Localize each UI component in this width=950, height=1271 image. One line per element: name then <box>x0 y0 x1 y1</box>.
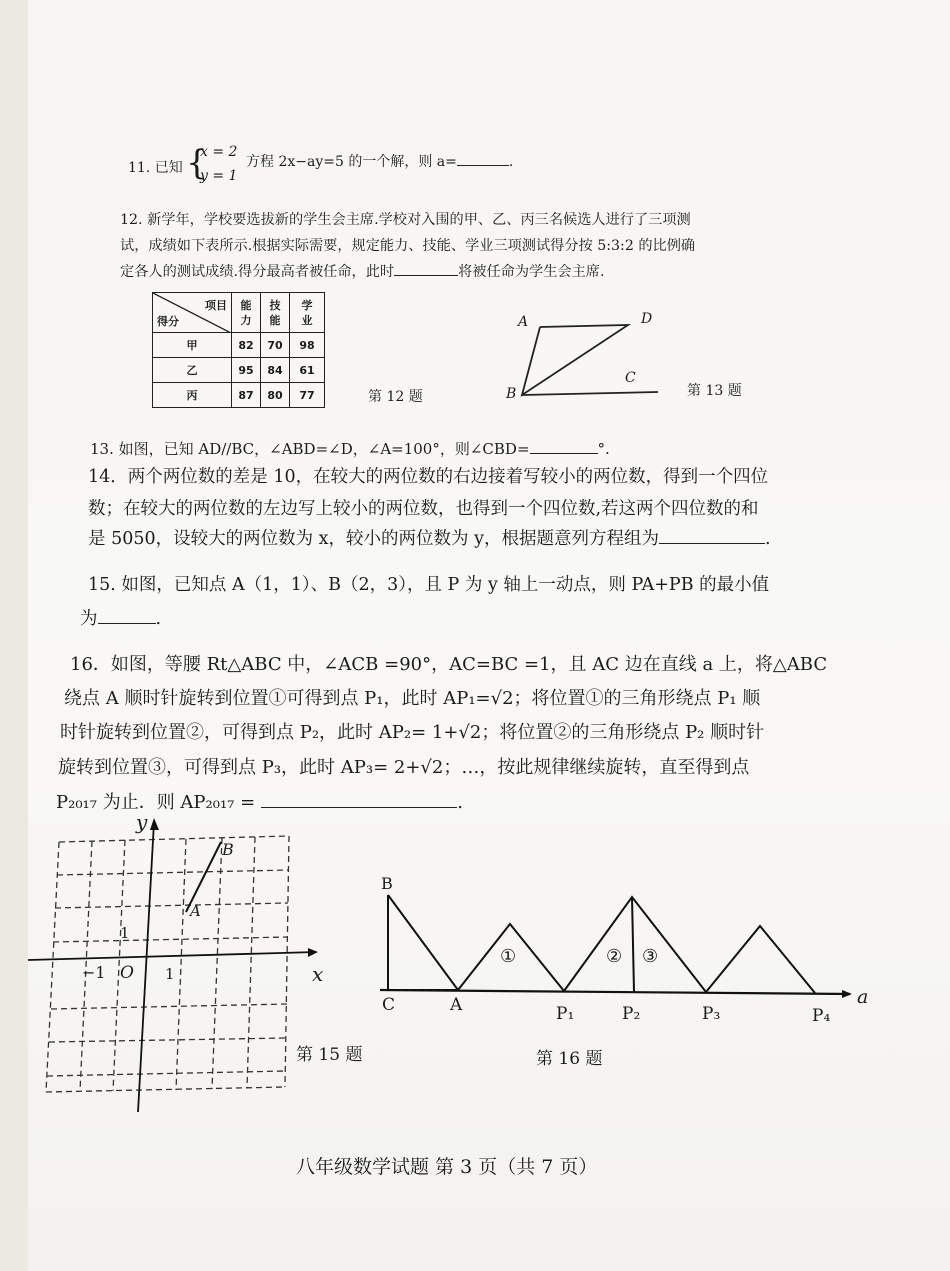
header-ability: 能 力 <box>232 293 261 333</box>
q11-eq2: y = 1 <box>200 168 238 184</box>
q16-label-P2: P₂ <box>622 1004 641 1024</box>
score-cell: 80 <box>261 383 290 408</box>
score-cell: 82 <box>232 333 261 358</box>
q16-position-1: ① <box>500 946 517 967</box>
q15-line1: 15. 如图，已知点 A（1，1）、B（2，3），且 P 为 y 轴上一动点，则 PA+PB 的最小值 <box>88 575 770 595</box>
corner-top: 项目 <box>205 299 227 312</box>
q13-label-A: A <box>518 314 529 330</box>
q16-line-a-label: a <box>857 986 869 1008</box>
q15-x-label: x <box>312 962 324 986</box>
q14-line1: 14．两个两位数的差是 10，在较大的两位数的右边接着写较小的两位数，得到一个四位 <box>88 467 769 487</box>
score-cell: 84 <box>261 358 290 383</box>
header-study: 学 业 <box>290 293 325 333</box>
q16-label-A: A <box>450 995 463 1015</box>
q15-tick-x1: 1 <box>165 965 175 983</box>
q12-line1: 12. 新学年，学校要选拔新的学生会主席.学校对入围的甲、乙、丙三名候选人进行了三项测 <box>120 212 691 228</box>
q12-answer-blank[interactable] <box>394 274 458 276</box>
q15-tick-neg1: −1 <box>82 963 106 982</box>
score-cell: 61 <box>290 358 325 383</box>
q16-line1: 16．如图，等腰 Rt△ABC 中，∠ACB =90°，AC=BC =1，且 AC 边在直线 a 上，将△ABC <box>70 654 828 675</box>
q12-line3a: 定各人的测试成绩.得分最高者被任命，此时 <box>120 264 395 280</box>
q11-end: . <box>508 154 514 170</box>
q13-label-D: D <box>641 311 653 327</box>
q16-position-3: ③ <box>642 946 659 967</box>
page-footer: 八年级数学试题 第 3 页（共 7 页） <box>296 1156 598 1178</box>
q14-answer-blank[interactable] <box>659 542 765 544</box>
corner-bottom: 得分 <box>157 315 179 328</box>
q15-point-A: A <box>190 902 201 920</box>
table-row <box>153 383 325 408</box>
q16-label-C: C <box>382 995 396 1015</box>
q15-y-label: y <box>136 810 148 834</box>
q16-label-P1: P₁ <box>556 1004 575 1024</box>
q13-text <box>90 438 610 459</box>
header-skill: 技 能 <box>261 293 290 333</box>
q16-label-P4: P₄ <box>812 1006 831 1026</box>
q11-text <box>246 152 513 172</box>
table-row <box>153 358 325 383</box>
score-cell: 95 <box>232 358 261 383</box>
q12-caption: 第 12 题 <box>368 389 423 405</box>
row-name: 丙 <box>153 383 232 408</box>
q16-line2: 绕点 A 顺时针旋转到位置①可得到点 P₁，此时 AP₁=√2；将位置①的三角形绕点 P₁ 顺 <box>64 688 761 709</box>
q12-line3 <box>120 262 604 282</box>
score-cell: 70 <box>261 333 290 358</box>
q11-brace: { <box>186 143 208 183</box>
q15-tick-y1: 1 <box>120 924 130 942</box>
table-row <box>153 333 325 358</box>
q14-line3 <box>88 524 771 554</box>
q16-caption: 第 16 题 <box>536 1049 603 1069</box>
q14-end: . <box>764 529 771 549</box>
q11-answer-blank[interactable] <box>457 164 509 166</box>
q14-line3-text: 是 5050，设较大的两位数为 x，较小的两位数为 y，根据题意列方程组为 <box>88 529 659 549</box>
q12-line2: 试，成绩如下表所示.根据实际需要，规定能力、技能、学业三项测试得分按 5:3:2 的比例确 <box>120 238 696 254</box>
q15-point-B: B <box>222 840 234 859</box>
q16-label-P3: P₃ <box>702 1004 721 1024</box>
q12-score-table <box>152 292 325 408</box>
score-cell: 77 <box>290 383 325 408</box>
row-name: 甲 <box>153 333 232 358</box>
q15-line2 <box>80 604 161 634</box>
q16-answer-blank[interactable] <box>261 806 457 808</box>
q11-eq1: x = 2 <box>200 144 238 160</box>
q16-line3: 时针旋转到位置②，可得到点 P₂，此时 AP₂= 1+√2；将位置②的三角形绕点 P₂ 顺时针 <box>60 722 765 743</box>
q15-end: . <box>155 609 162 629</box>
q16-line4: 旋转到位置③，可得到点 P₃，此时 AP₃= 2+√2；…，按此规律继续旋转，直至得到点 <box>58 757 750 778</box>
q15-answer-blank[interactable] <box>98 622 156 624</box>
q16-position-2: ② <box>606 946 623 967</box>
q16-figure <box>370 880 870 1010</box>
q15-caption: 第 15 题 <box>296 1045 363 1065</box>
q15-line2-text: 为 <box>80 609 98 629</box>
q16-end: . <box>457 792 463 813</box>
score-cell: 98 <box>290 333 325 358</box>
q11-suffix: 方程 2x−ay=5 的一个解，则 a= <box>246 154 457 170</box>
q15-origin: O <box>120 963 134 983</box>
q13-answer-blank[interactable] <box>530 452 598 454</box>
q13-caption: 第 13 题 <box>687 383 742 399</box>
q14-line2: 数；在较大的两位数的左边写上较小的两位数，也得到一个四位数,若这两个四位数的和 <box>88 499 759 519</box>
q13-label-B: B <box>506 386 517 402</box>
q13-label-C: C <box>625 370 636 386</box>
q13-text-a: 13. 如图，已知 AD//BC，∠ABD=∠D，∠A=100°，则∠CBD= <box>90 440 530 458</box>
q16-label-B: B <box>381 874 393 893</box>
score-cell: 87 <box>232 383 261 408</box>
q16-line5-text: P₂₀₁₇ 为止．则 AP₂₀₁₇ = <box>56 792 256 813</box>
row-name: 乙 <box>153 358 232 383</box>
table-corner <box>153 293 232 333</box>
q11-prefix: 11. 已知 <box>128 160 183 176</box>
q13-text-b: °. <box>597 440 610 458</box>
q12-line3b: 将被任命为学生会主席. <box>458 264 605 280</box>
q15-figure <box>26 812 336 1122</box>
